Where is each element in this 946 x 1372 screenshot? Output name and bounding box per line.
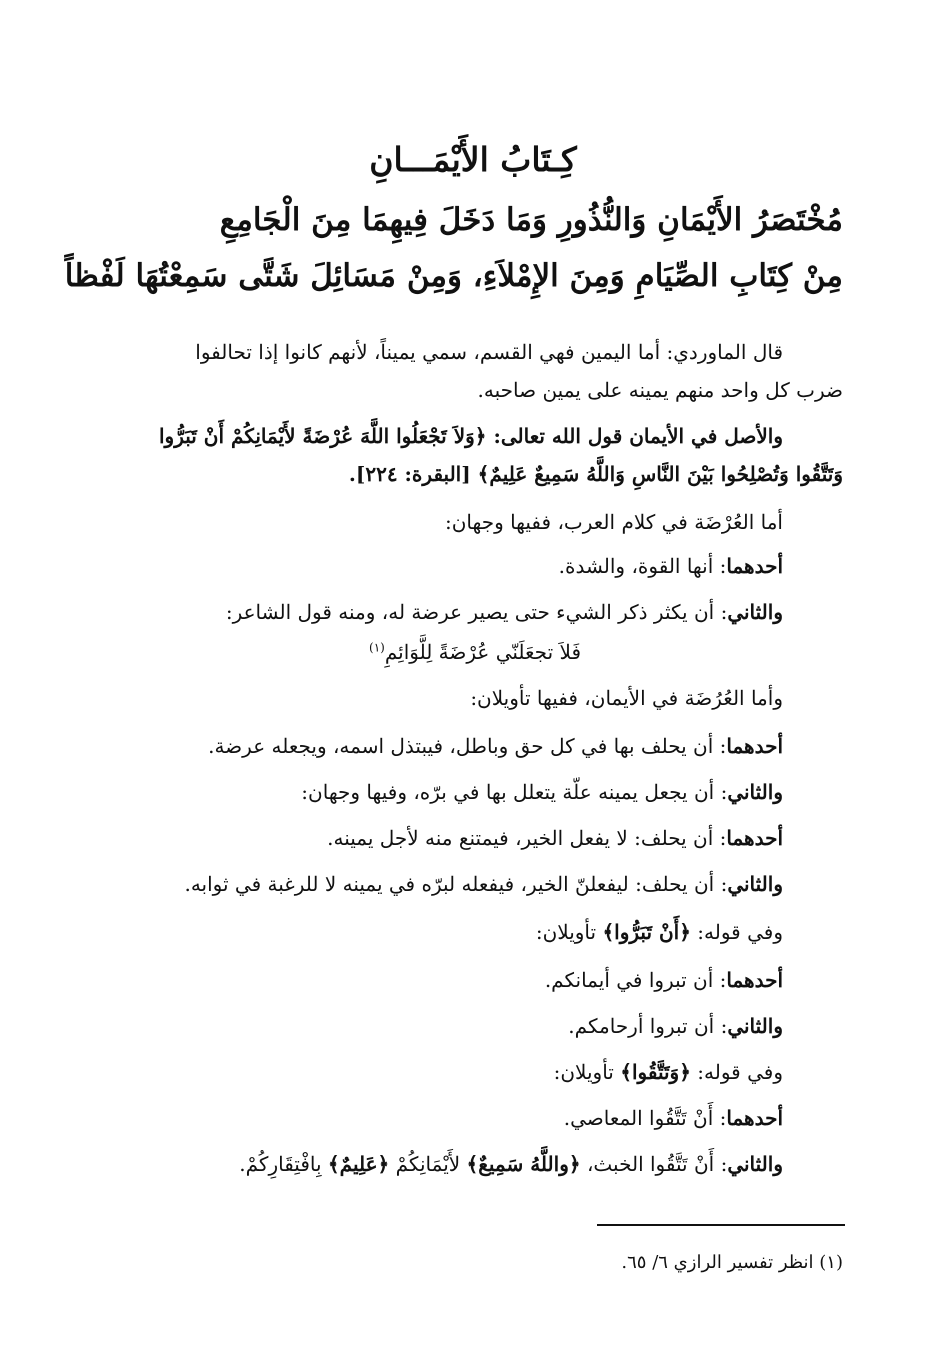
paragraph-3: أما العُرْضَة في كلام العرب، ففيها وجهان: — [444, 510, 783, 534]
label-second: والثاني — [727, 872, 783, 896]
paragraph-2-line-1: والأصل في الأيمان قول الله تعالى: ﴿وَلاَ تَجْعَلُوا اللَّهَ عُرْضَةً لأَيْمَانِكُمْ أَنْ تَبَرُّوا — [158, 424, 783, 448]
label-first: أحدهما — [726, 554, 783, 578]
paragraph-1-line-2: ضرب كل واحد منهم يمينه على يمين صاحبه. — [477, 378, 843, 402]
paragraph-13 — [568, 1014, 783, 1038]
label-first: أحدهما — [726, 1106, 783, 1130]
paragraph-11-prefix: وفي قوله: — [690, 920, 783, 944]
quran-quote: ﴿أَنْ تَبَرُّوا﴾ — [602, 920, 691, 944]
paragraph-7-text: : أن يحلف بها في كل حق وباطل، فيبتذل اسمه، ويجعله عرضة. — [208, 734, 727, 758]
book-title: كِـتَابُ الأَيْمَـــانِ — [369, 140, 577, 179]
paragraph-12 — [545, 968, 783, 992]
quran-quote: ﴿واللَّهُ سَمِيعٌ﴾ — [466, 1152, 581, 1176]
paragraph-12-text: : أن تبروا في أيمانكم. — [544, 968, 727, 992]
paragraph-10 — [184, 872, 783, 896]
paragraph-4-text: : أنها القوة، والشدة. — [558, 554, 727, 578]
poetry-verse — [369, 640, 581, 664]
paragraph-14-prefix: وفي قوله: — [690, 1060, 783, 1084]
paragraph-10-text: : أن يحلف: ليفعلنّ الخير، فيفعله لبرّه في يمينه لا للرغبة في ثوابه. — [184, 872, 728, 896]
label-second: والثاني — [727, 1014, 783, 1038]
paragraph-8-text: : أن يجعل يمينه علّة يتعلل بها في برّه، وفيها وجهان: — [301, 780, 728, 804]
footnote: (١) انظر تفسير الرازي ٦/ ٦٥. — [621, 1252, 843, 1273]
paragraph-5 — [226, 600, 783, 624]
quran-quote: ﴿عَلِيمٌ﴾ — [327, 1152, 390, 1176]
paragraph-14 — [554, 1060, 783, 1084]
paragraph-8 — [301, 780, 783, 804]
paragraph-1-line-1: قال الماوردي: أما اليمين فهي القسم، سمي يميناً، لأنهم كانوا إذا تحالفوا — [195, 340, 783, 364]
subtitle-line-2: مِنْ كِتَابِ الصِّيَامِ وَمِنَ الإِمْلاَءِ، وَمِنْ مَسَائِلَ شَتَّى سَمِعْتُهَا لَفْظاً — [64, 258, 843, 294]
label-second: والثاني — [727, 1152, 783, 1176]
paragraph-5-text: : أن يكثر ذكر الشيء حتى يصير عرضة له، ومنه قول الشاعر: — [225, 600, 728, 624]
subtitle-line-1: مُخْتَصَرُ الأَيْمَانِ وَالنُّذُورِ وَمَا دَخَلَ فِيهِمَا مِنَ الْجَامِعِ — [219, 202, 843, 238]
paragraph-7 — [208, 734, 783, 758]
paragraph-16-text-a: : أَنْ تَتَّقُوا الخبث، — [580, 1152, 728, 1176]
paragraph-6: وأما العُرُضَة في الأيمان، ففيها تأويلان: — [470, 686, 783, 710]
paragraph-16-text-c: بِافْتِقَارِكُمْ. — [239, 1152, 328, 1176]
paragraph-16 — [239, 1152, 783, 1176]
paragraph-15 — [564, 1106, 783, 1130]
paragraph-9-text: : أن يحلف: لا يفعل الخير، فيمتنع منه لأجل يمينه. — [327, 826, 727, 850]
paragraph-13-text: : أن تبروا أرحامكم. — [568, 1014, 728, 1038]
footnote-marker: (١) — [369, 640, 385, 655]
footnote-divider — [597, 1224, 845, 1226]
paragraph-9 — [327, 826, 783, 850]
paragraph-2-line-2: وَتَتَّقُوا وَتُصْلِحُوا بَيْنَ النَّاسِ وَاللَّهُ سَمِيعٌ عَلِيمٌ﴾ [البقرة: ٢٢٤]. — [348, 462, 843, 486]
paragraph-11 — [536, 920, 783, 944]
paragraph-4 — [559, 554, 783, 578]
label-first: أحدهما — [726, 826, 783, 850]
paragraph-11-suffix: تأويلان: — [535, 920, 603, 944]
label-second: والثاني — [727, 780, 783, 804]
paragraph-16-text-b: لأَيْمَانِكُمْ — [389, 1152, 467, 1176]
label-first: أحدهما — [726, 734, 783, 758]
paragraph-15-text: : أَنْ تَتَّقُوا المعاصي. — [563, 1106, 727, 1130]
label-second: والثاني — [727, 600, 783, 624]
quran-quote: ﴿وَتَتَّقُوا﴾ — [620, 1060, 691, 1084]
label-first: أحدهما — [726, 968, 783, 992]
paragraph-14-suffix: تأويلان: — [553, 1060, 621, 1084]
verse-text: فَلاَ تجعَلَنّي عُرْضَةً لِلَّوَائِمِ — [384, 640, 581, 664]
